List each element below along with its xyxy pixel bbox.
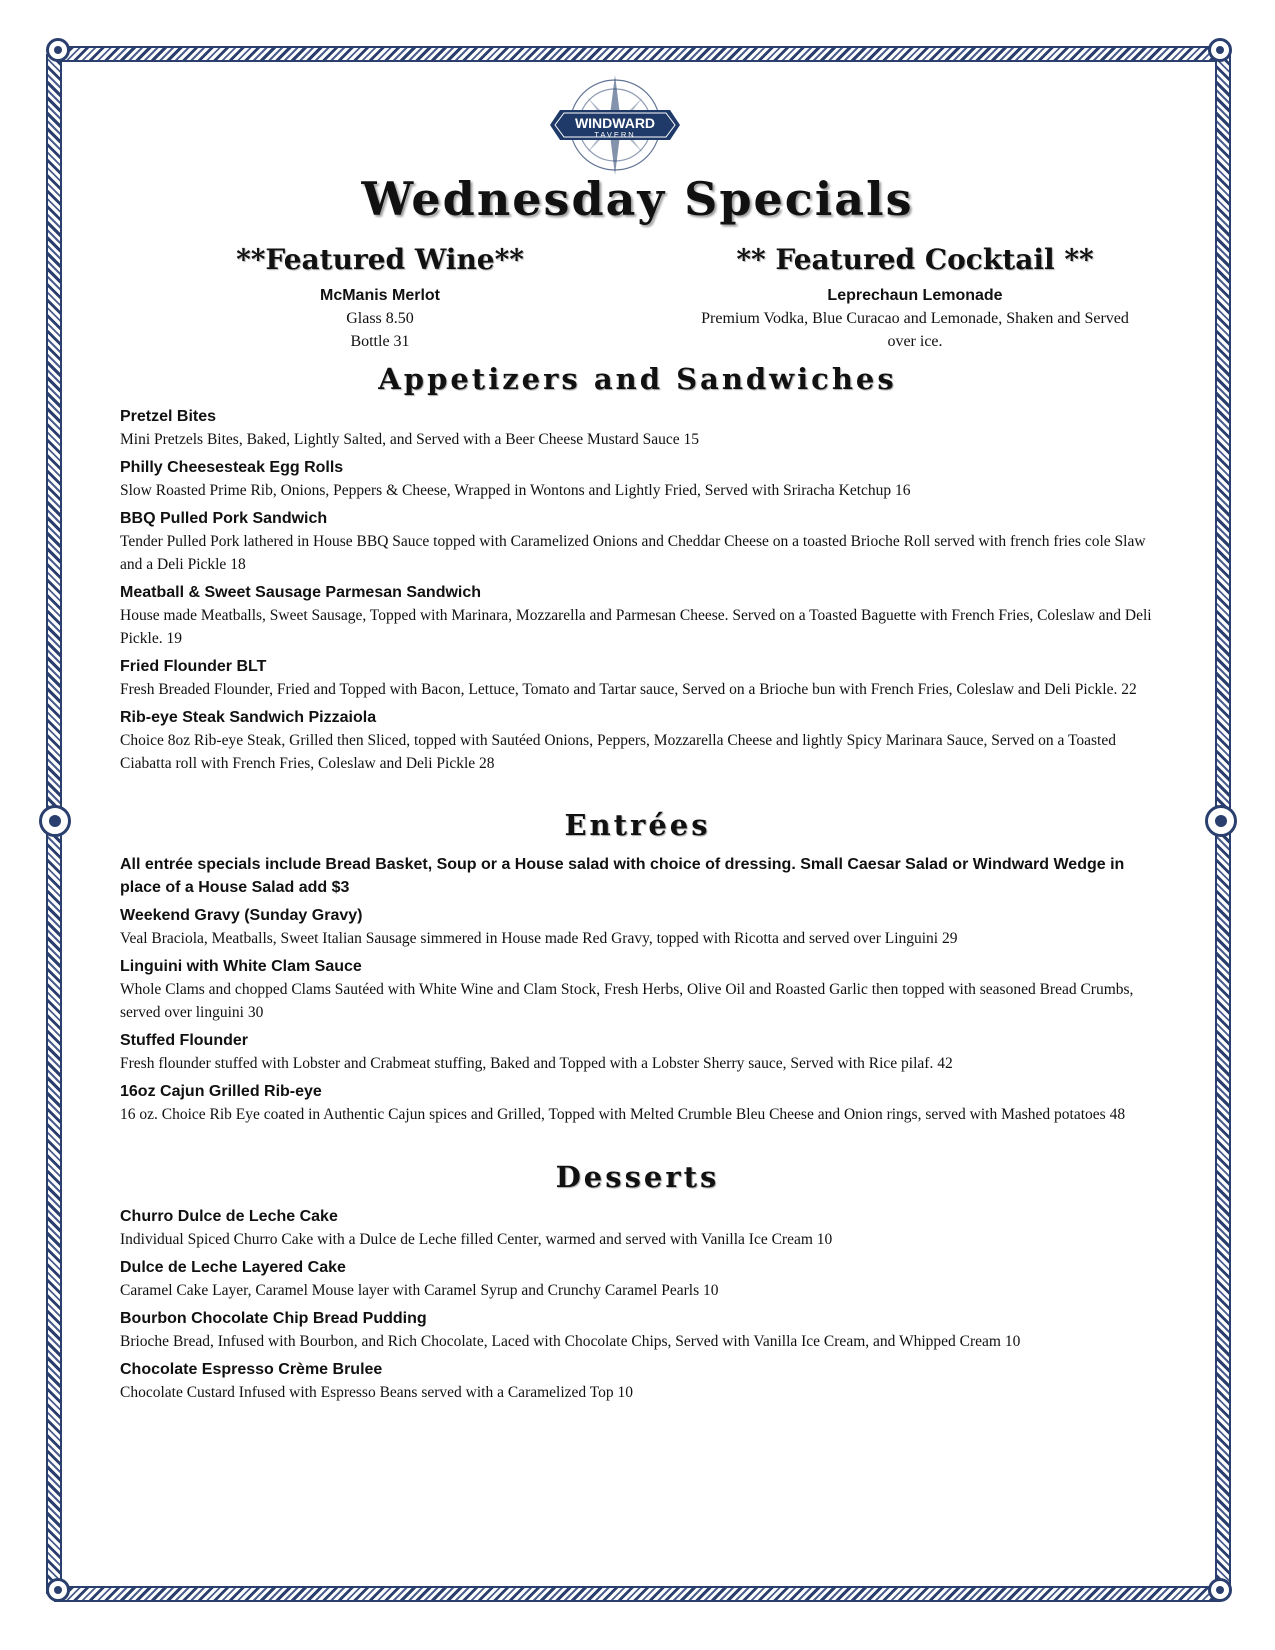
item-name: Philly Cheesesteak Egg Rolls bbox=[120, 459, 344, 476]
list-item bbox=[120, 956, 1160, 1024]
page-title: Wednesday Specials bbox=[361, 172, 914, 226]
entrees-list bbox=[120, 853, 1160, 1132]
item-desc: Fresh Breaded Flounder, Fried and Topped with Bacon, Lettuce, Tomato and Tartar sauce, Served on a Brioche bun with French Fries, Coleslaw and Deli Pickle. 22 bbox=[120, 681, 1137, 698]
item-desc: Brioche Bread, Infused with Bourbon, and Rich Chocolate, Laced with Chocolate Chips, Served with Vanilla Ice Cream, and Whipped Cream 10 bbox=[120, 1333, 1021, 1350]
list-item bbox=[120, 1030, 1160, 1075]
appetizers-list bbox=[120, 406, 1160, 781]
featured-wine-name: McManis Merlot bbox=[319, 287, 440, 304]
item-desc: Whole Clams and chopped Clams Sautéed with White Wine and Clam Stock, Fresh Herbs, Olive Oil and Roasted Garlic then topped with seasoned Bread Crumbs, served over linguini 30 bbox=[120, 981, 1134, 1021]
rope-knot-icon bbox=[1208, 38, 1232, 62]
featured-wine-heading: **Featured Wine** bbox=[236, 243, 524, 276]
list-item bbox=[120, 1206, 1160, 1251]
featured-cocktail bbox=[655, 243, 1175, 353]
list-item bbox=[120, 656, 1160, 701]
item-name: Chocolate Espresso Crème Brulee bbox=[120, 1361, 383, 1378]
item-name: Stuffed Flounder bbox=[120, 1032, 248, 1049]
rope-border-bottom bbox=[54, 1586, 1221, 1602]
list-item bbox=[120, 905, 1160, 950]
item-name: Weekend Gravy (Sunday Gravy) bbox=[120, 907, 363, 924]
list-item bbox=[120, 1257, 1160, 1302]
list-item bbox=[120, 707, 1160, 775]
rope-knot-icon bbox=[46, 38, 70, 62]
desserts-heading: Desserts bbox=[555, 1160, 720, 1194]
item-name: Churro Dulce de Leche Cake bbox=[120, 1208, 338, 1225]
desserts-list bbox=[120, 1206, 1160, 1410]
item-desc: Fresh flounder stuffed with Lobster and Crabmeat stuffing, Baked and Topped with a Lobster Sherry sauce, Served with Rice pilaf. 42 bbox=[120, 1055, 953, 1072]
rope-knot-icon bbox=[46, 1578, 70, 1602]
windward-tavern-logo bbox=[540, 70, 690, 180]
item-desc: 16 oz. Choice Rib Eye coated in Authentic Cajun spices and Grilled, Topped with Melted Crumble Bleu Cheese and Onion rings, served with Mashed potatoes 48 bbox=[120, 1106, 1126, 1123]
item-name: Pretzel Bites bbox=[120, 408, 217, 425]
rope-knot-icon bbox=[1208, 1578, 1232, 1602]
featured-wine-glass: Glass 8.50 bbox=[346, 310, 414, 327]
featured-cocktail-desc-line2: over ice. bbox=[887, 333, 943, 350]
item-name: Rib-eye Steak Sandwich Pizzaiola bbox=[120, 709, 377, 726]
item-desc: House made Meatballs, Sweet Sausage, Topped with Marinara, Mozzarella and Parmesan Cheese. Served on a Toasted Baguette with French Fries, Coleslaw and Deli Pickle. 19 bbox=[120, 607, 1152, 647]
list-item bbox=[120, 1081, 1160, 1126]
list-item bbox=[120, 582, 1160, 650]
item-desc: Choice 8oz Rib-eye Steak, Grilled then Sliced, topped with Sautéed Onions, Peppers, Mozzarella Cheese and lightly Spicy Marinara Sauce, Served on a Toasted Ciabatta roll with French Fries, Coleslaw and Deli Pickle 28 bbox=[120, 732, 1116, 772]
list-item bbox=[120, 508, 1160, 576]
item-desc: Mini Pretzels Bites, Baked, Lightly Salted, and Served with a Beer Cheese Mustard Sauce 15 bbox=[120, 431, 699, 448]
item-desc: Veal Braciola, Meatballs, Sweet Italian Sausage simmered in House made Red Gravy, topped with Ricotta and served over Linguini 29 bbox=[120, 930, 958, 947]
logo-line1: WINDWARD bbox=[574, 115, 656, 131]
featured-wine-bottle: Bottle 31 bbox=[350, 333, 410, 350]
item-desc: Caramel Cake Layer, Caramel Mouse layer with Caramel Syrup and Crunchy Caramel Pearls 10 bbox=[120, 1282, 719, 1299]
list-item bbox=[120, 457, 1160, 502]
featured-cocktail-heading: ** Featured Cocktail ** bbox=[736, 243, 1094, 276]
rope-border-top bbox=[54, 46, 1221, 62]
item-name: Linguini with White Clam Sauce bbox=[120, 958, 362, 975]
featured-cocktail-desc-line1: Premium Vodka, Blue Curacao and Lemonade, Shaken and Served bbox=[701, 310, 1129, 327]
entree-note: All entrée specials include Bread Basket, Soup or a House salad with choice of dressing. Small Caesar Salad or Windward Wedge in place of a House Salad add $3 bbox=[120, 856, 1125, 896]
list-item bbox=[120, 1359, 1160, 1404]
list-item bbox=[120, 406, 1160, 451]
featured-cocktail-name: Leprechaun Lemonade bbox=[827, 287, 1003, 304]
item-desc: Slow Roasted Prime Rib, Onions, Peppers & Cheese, Wrapped in Wontons and Lightly Fried, Served with Sriracha Ketchup 16 bbox=[120, 482, 911, 499]
item-name: Dulce de Leche Layered Cake bbox=[120, 1259, 346, 1276]
logo-line2: TAVERN bbox=[594, 130, 636, 139]
entrees-heading: Entrées bbox=[564, 808, 711, 842]
item-name: 16oz Cajun Grilled Rib-eye bbox=[120, 1083, 322, 1100]
item-name: Bourbon Chocolate Chip Bread Pudding bbox=[120, 1310, 427, 1327]
item-name: Fried Flounder BLT bbox=[120, 658, 267, 675]
item-desc: Chocolate Custard Infused with Espresso Beans served with a Caramelized Top 10 bbox=[120, 1384, 634, 1401]
item-desc: Tender Pulled Pork lathered in House BBQ Sauce topped with Caramelized Onions and Cheddar Cheese on a toasted Brioche Roll served with french fries cole Slaw and a Deli Pickle 18 bbox=[120, 533, 1146, 573]
item-desc: Individual Spiced Churro Cake with a Dulce de Leche filled Center, warmed and served with Vanilla Ice Cream 10 bbox=[120, 1231, 833, 1248]
list-item bbox=[120, 1308, 1160, 1353]
item-name: Meatball & Sweet Sausage Parmesan Sandwich bbox=[120, 584, 482, 601]
item-name: BBQ Pulled Pork Sandwich bbox=[120, 510, 328, 527]
featured-wine bbox=[120, 243, 640, 353]
appetizers-heading: Appetizers and Sandwiches bbox=[378, 362, 897, 396]
